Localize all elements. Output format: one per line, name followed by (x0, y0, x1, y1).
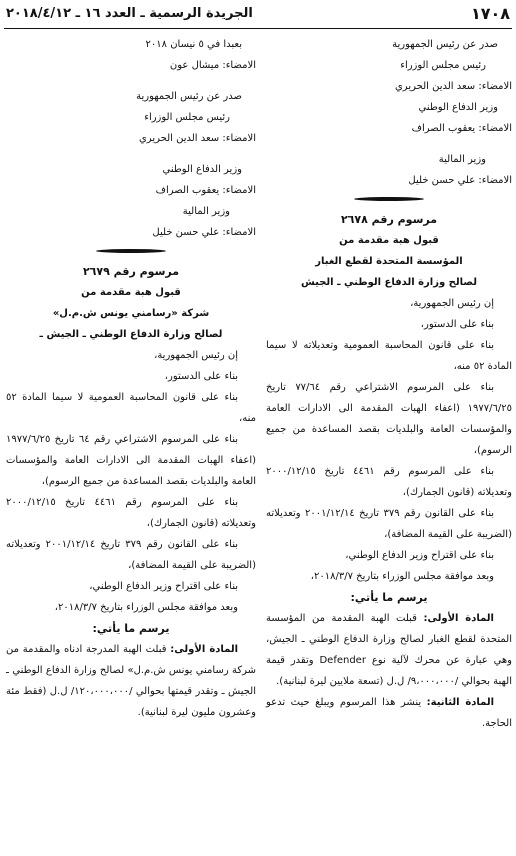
preamble-line: بناء على القانون رقم ٣٧٩ تاريخ ٢٠٠١/١٢/١٤ وتعديلاته (الضريبة على القيمة المضافة)، (266, 508, 512, 540)
sig-line: الامضاء: علي حسن خليل (152, 227, 256, 238)
decree-title: مرسوم رقم ٢٦٧٨ (340, 213, 438, 226)
article-label: المادة الثانية: (426, 697, 495, 708)
decrees-heading: يرسم ما يأتي: (350, 591, 428, 604)
article-1 (6, 639, 256, 723)
gazette-title: الجريدة الرسمية ـ العدد ١٦ ـ ٢٠١٨/٤/١٢ (6, 6, 253, 21)
preamble-line: بناء على المرسوم رقم ٤٤٦١ تاريخ ٢٠٠٠/١٢/١٥ وتعديلاته (قانون الجمارك)، (266, 466, 512, 498)
sig-line: وزير الدفاع الوطني (418, 102, 498, 113)
decree-subtitle: لصالح وزارة الدفاع الوطني ـ الجيش ـ (39, 329, 223, 340)
preamble-line: بناء على القانون رقم ٣٧٩ تاريخ ٢٠٠١/١٢/١٤ وتعديلاته (الضريبة على القيمة المضافة)، (6, 539, 256, 571)
preamble-line: بناء على المرسوم الاشتراعي رقم ٦٤ تاريخ ١٩٧٧/٦/٢٥ (اعفاء الهبات المقدمة الى الادارات العامة والمؤسسات العامة والبلديات بقصد المساعدة من جميع الرسوم)، (6, 434, 256, 487)
left-column (6, 34, 256, 723)
decree-subtitle: شركة «رسامني يونس ش.م.ل» (52, 308, 210, 319)
president-signature: الامضاء: ميشال عون (169, 60, 256, 71)
date-line: بعبدا في ٥ نيسان ٢٠١٨ (145, 39, 242, 50)
sig-line: الامضاء: سعد الدين الحريري (138, 133, 256, 144)
preamble-line: بناء على قانون المحاسبة العمومية لا سيما المادة ٥٢ منه، (6, 392, 256, 424)
sig-line: الامضاء: يعقوب الصراف (411, 123, 512, 134)
article-2 (266, 692, 512, 734)
decree-subtitle: قبول هبة مقدمة من (339, 235, 439, 246)
preamble-line: إن رئيس الجمهورية، (410, 298, 494, 309)
decree-subtitle: قبول هبة مقدمة من (81, 287, 181, 298)
sig-line: صدر عن رئيس الجمهورية (136, 91, 242, 102)
decree-subtitle: المؤسسة المتحدة لقطع الغبار (315, 256, 463, 267)
article-text: قبلت الهبة المدرجة ادناه والمقدمة من شركة رسامني يونس ش.م.ل» لصالح وزارة الدفاع الوطني ـ الجيش ـ وتقدر قيمتها بحوالي /١٢٠،٠٠٠،٠٠٠/ ل.ل (فقط مئة وعشرون مليون ليرة لبنانية). (6, 644, 256, 718)
preamble-line: بناء على قانون المحاسبة العمومية وتعديلاته لا سيما المادة ٥٢ منه، (266, 340, 512, 372)
sig-line: صدر عن رئيس الجمهورية (392, 39, 498, 50)
preamble-line: وبعد موافقة مجلس الوزراء بتاريخ ٢٠١٨/٣/٧، (310, 571, 494, 582)
right-column (266, 34, 512, 734)
preamble-line: بناء على المرسوم رقم ٤٤٦١ تاريخ ٢٠٠٠/١٢/١٥ وتعديلاته (قانون الجمارك)، (6, 497, 256, 529)
article-1 (266, 608, 512, 692)
preamble-line: بناء على الدستور، (164, 371, 238, 382)
article-text: قبلت الهبة المقدمة من المؤسسة المتحدة لقطع الغبار لصالح وزارة الدفاع الوطني ـ الجيش، وهي عبارة عن محرك لآلية نوع Defender وتقدر قيمة الهبة بحوالي /٩،٠٠٠،٠٠٠/ ل.ل (تسعة ملايين ليرة لبنانية). (266, 613, 512, 687)
page-number: ١٧٠٨ (470, 4, 510, 23)
preamble-line: بناء على المرسوم الاشتراعي رقم ٧٧/٦٤ تاريخ ١٩٧٧/٦/٢٥ (اعفاء الهبات المقدمة الى الادارات العامة والمؤسسات العامة والبلديات بقصد المساعدة من جميع الرسوم)، (266, 382, 512, 456)
preamble-line: وبعد موافقة مجلس الوزراء بتاريخ ٢٠١٨/٣/٧، (54, 602, 238, 613)
sig-line: وزير المالية (182, 206, 230, 217)
separator-rule (96, 249, 166, 253)
article-label: المادة الأولى: (170, 644, 239, 655)
page-header (4, 4, 512, 29)
sig-line: الامضاء: علي حسن خليل (408, 175, 512, 186)
preamble-line: بناء على اقتراح وزير الدفاع الوطني، (345, 550, 494, 561)
article-label: المادة الأولى: (423, 613, 494, 624)
preamble-line: بناء على الدستور، (420, 319, 494, 330)
sig-line: الامضاء: سعد الدين الحريري (394, 81, 512, 92)
sig-line: الامضاء: يعقوب الصراف (155, 185, 256, 196)
article-text: ينشر هذا المرسوم ويبلغ حيث تدعو الحاجة. (266, 697, 512, 729)
sig-line: رئيس مجلس الوزراء (144, 112, 230, 123)
preamble-line: إن رئيس الجمهورية، (154, 350, 238, 361)
decrees-heading: يرسم ما يأتي: (92, 622, 170, 635)
sig-line: رئيس مجلس الوزراء (400, 60, 486, 71)
preamble-line: بناء على اقتراح وزير الدفاع الوطني، (89, 581, 238, 592)
decree-subtitle: لصالح وزارة الدفاع الوطني ـ الجيش (301, 277, 477, 288)
separator-rule (354, 197, 424, 201)
sig-line: وزير المالية (438, 154, 486, 165)
sig-line: وزير الدفاع الوطني (162, 164, 242, 175)
decree-title: مرسوم رقم ٢٦٧٩ (82, 265, 180, 278)
